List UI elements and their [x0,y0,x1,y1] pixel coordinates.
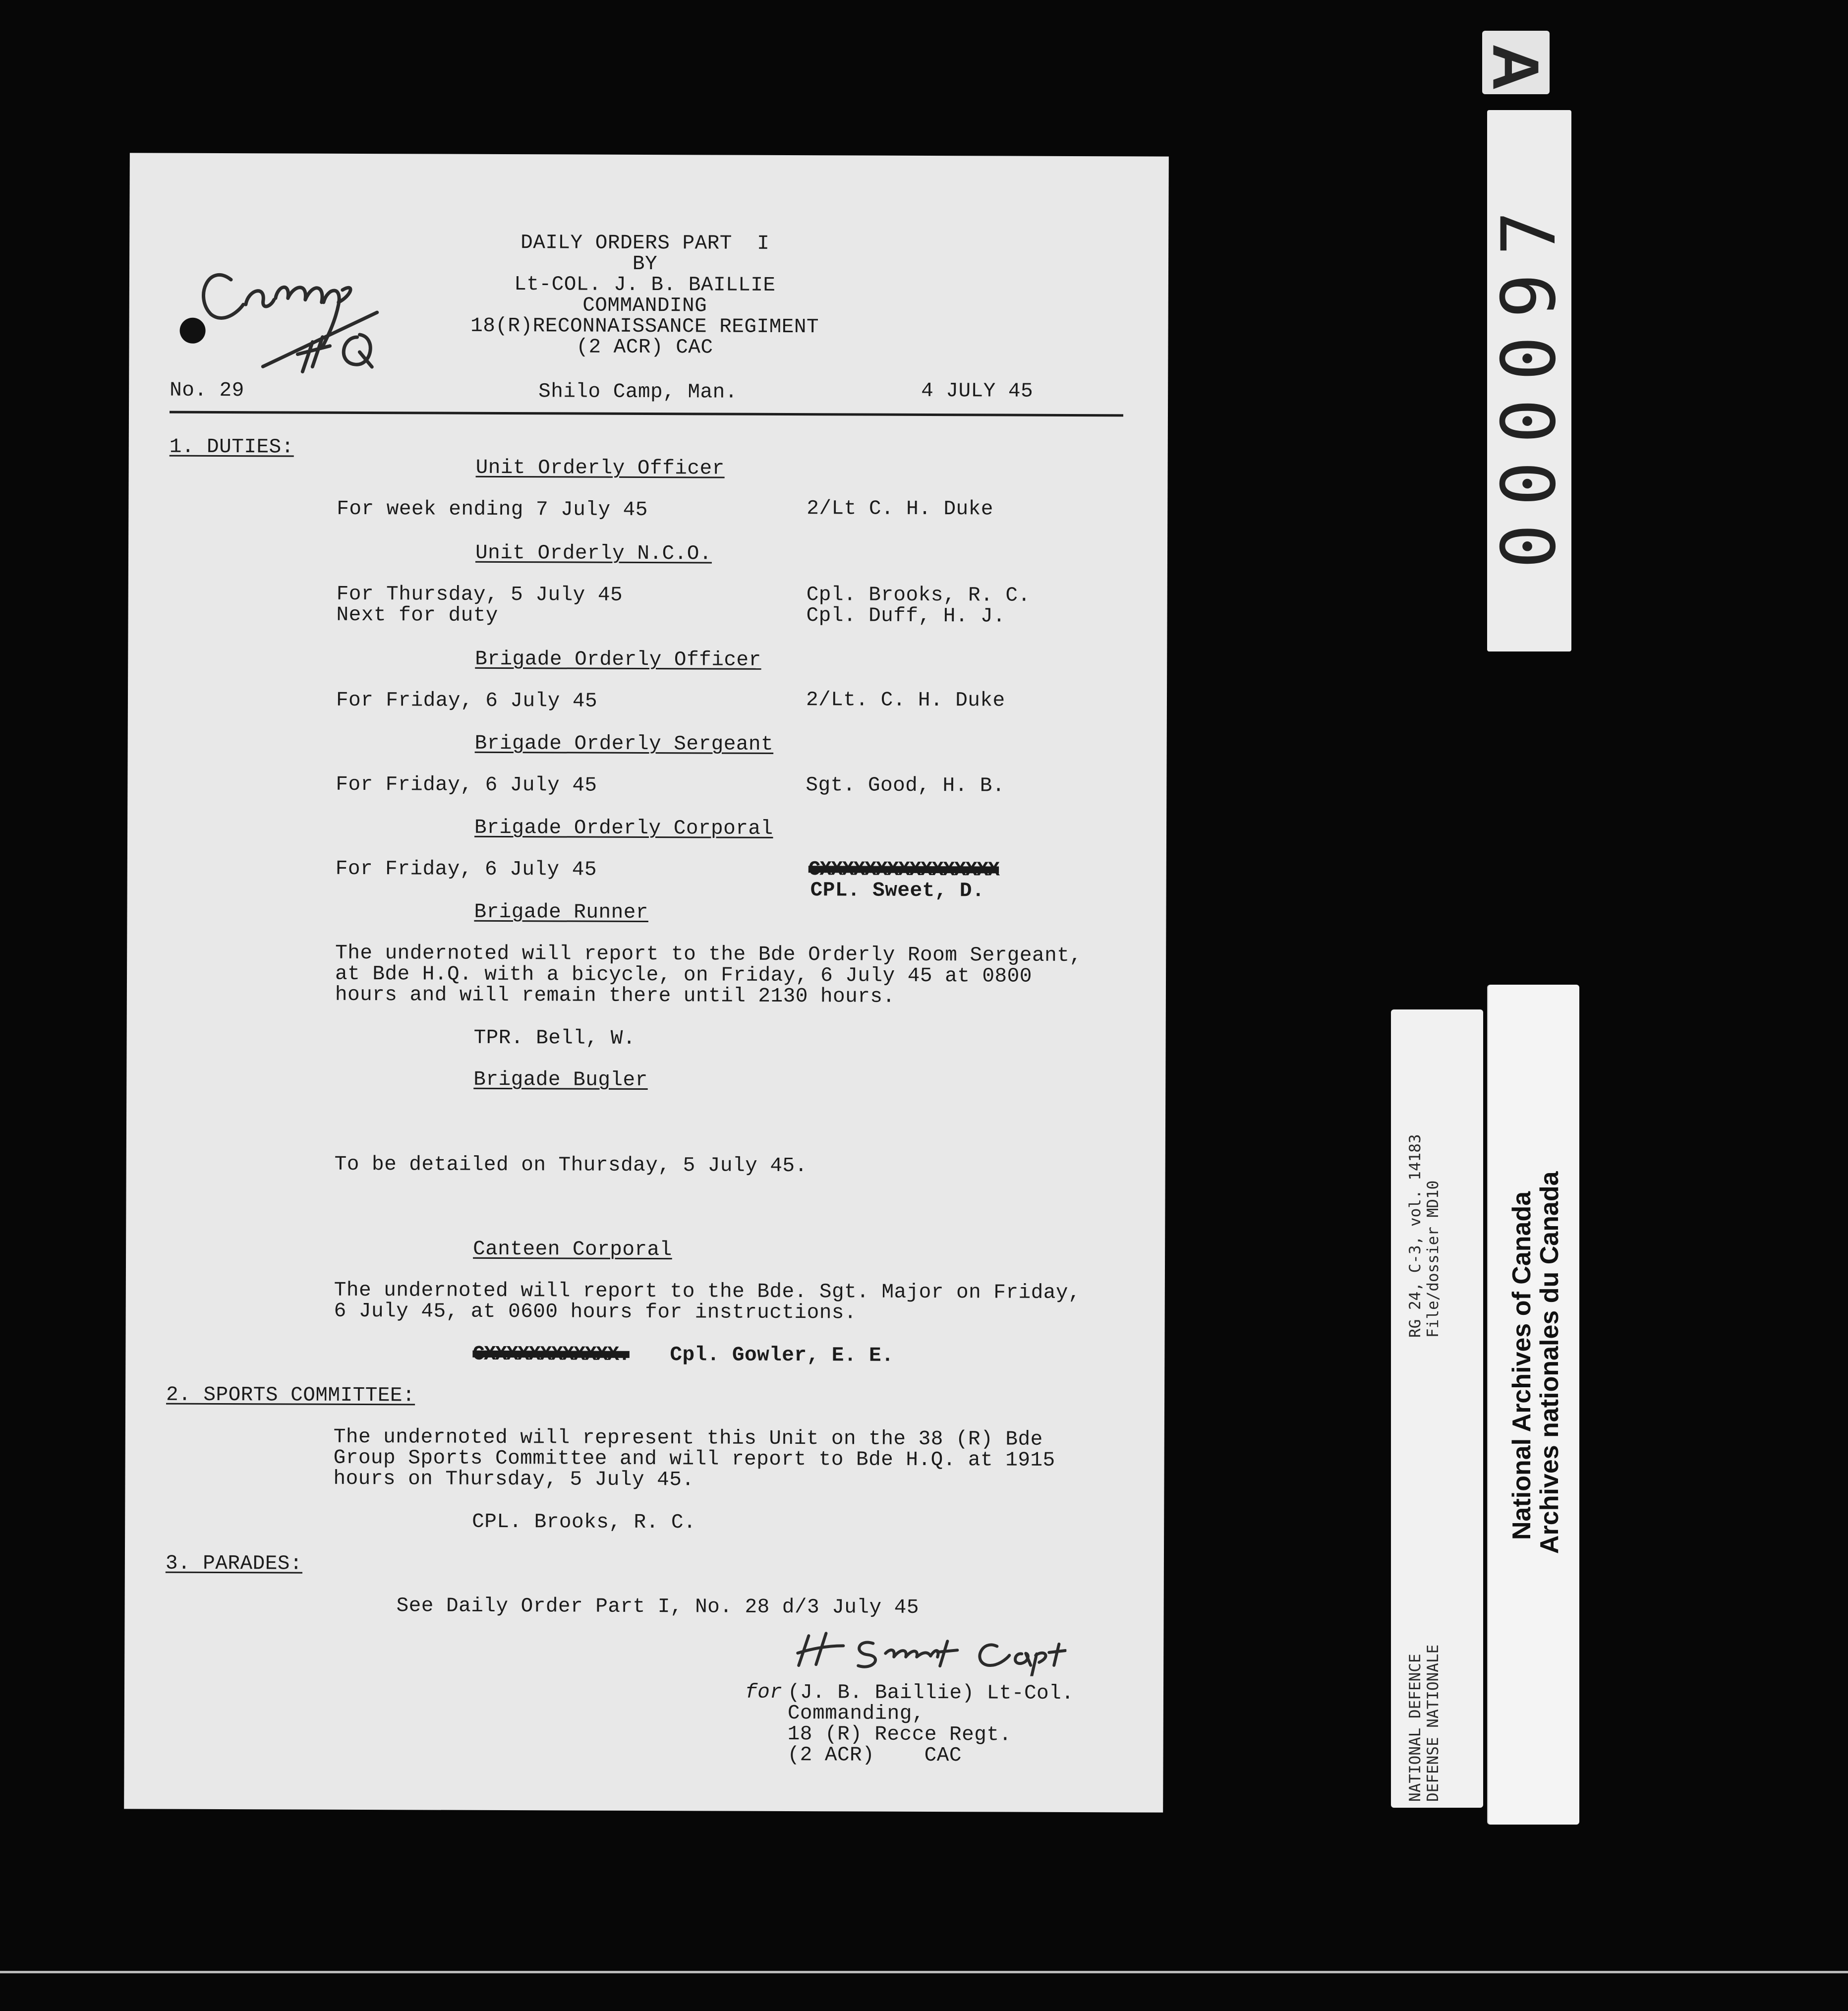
canteen-text-line: The undernoted will report to the Bde. Sgt. Major on Friday, [334,1279,1081,1305]
duty-title: Unit Orderly N.C.O. [475,541,712,566]
duty-line-left: For week ending 7 July 45 [337,497,648,522]
archive-dept-line: DEFENSE NATIONALE [1424,1644,1442,1802]
header-rule [170,411,1123,417]
struck-out-name: CXXXXXXXXXXXXXXXX [808,858,999,882]
agency-name-en: National Archives of Canada [1507,1191,1536,1540]
signature-icon [789,1626,1066,1676]
duty-title: Brigade Orderly Sergeant [474,732,774,756]
signature-line: 18 (R) Recce Regt. [787,1723,1012,1747]
archive-stamp-number: 000097 [1486,193,1572,569]
duty-title: Unit Orderly Officer [475,456,725,480]
runner-name: TPR. Bell, W. [473,1026,636,1050]
runner-text-line: The undernoted will report to the Bde Orderly Room Sergeant, [335,942,1082,968]
duty-line-right: Cpl. Brooks, R. C. [806,584,1031,607]
duty-line-right: 2/Lt C. H. Duke [807,497,993,521]
duty-title: Brigade Orderly Corporal [474,816,773,840]
archive-ref-line: File/dossier MD10 [1424,1180,1442,1338]
agency-name-fr: Archives nationales du Canada [1535,1171,1564,1554]
bugler-text: To be detailed on Thursday, 5 July 45. [334,1153,808,1178]
runner-text-line: at Bde H.Q. with a bicycle, on Friday, 6 July 45 at 0800 [335,962,1032,988]
sports-text-line: hours on Thursday, 5 July 45. [333,1467,694,1492]
duty-line-left: For Friday, 6 July 45 [335,857,597,882]
archive-letter: A [1479,43,1553,91]
unit-sub: (2 ACR) CAC [576,336,713,359]
commander-name: Lt-COL. J. B. BAILLIE [514,273,776,297]
duty-title: Brigade Orderly Officer [475,648,761,672]
sports-heading: 2. SPORTS COMMITTEE: [166,1383,415,1408]
duties-heading: 1. DUTIES: [169,435,294,459]
archive-agency-label [1488,985,1579,1825]
order-title: DAILY ORDERS PART I [520,232,770,255]
parades-heading: 3. PARADES: [165,1552,303,1576]
film-edge-line [0,1971,1848,1973]
canteen-name: Cpl. Gowler, E. E. [670,1344,894,1367]
handwriting-icon [164,188,452,402]
archive-reference-label [1391,1009,1483,1808]
duty-line-right: CPL. Sweet, D. [810,879,985,903]
archive-stamp-strip [1487,110,1571,651]
duty-line-right: Cpl. Duff, H. J. [806,604,1006,628]
duty-line-left: Next for duty [336,603,499,627]
sports-name: CPL. Brooks, R. C. [472,1510,696,1535]
duty-line-right: Sgt. Good, H. B. [806,774,1005,798]
handwritten-signature [789,1626,1066,1676]
duty-line-left: For Friday, 6 July 45 [336,773,597,797]
bugler-title: Brigade Bugler [473,1068,648,1092]
duty-line-right: 2/Lt. C. H. Duke [806,689,1005,712]
canteen-title: Canteen Corporal [473,1238,672,1262]
daily-orders-page [124,153,1169,1812]
signature-for: for [745,1681,783,1704]
signature-line: (J. B. Baillie) Lt-Col. [787,1681,1074,1706]
order-by: BY [632,252,658,276]
archive-ref-line: RG 24, C-3, vol. 14183 [1406,1134,1424,1338]
archive-dept-line: NATIONAL DEFENCE [1406,1654,1424,1802]
struck-out-name: CXXXXXXXXXXXX. [472,1343,630,1366]
unit-name: 18(R)RECONNAISSANCE REGIMENT [470,314,819,339]
signature-line: (2 ACR) CAC [787,1744,962,1768]
order-date: 4 JULY 45 [921,379,1034,403]
runner-text-line: hours and will remain there until 2130 hours. [335,983,895,1008]
sports-text-line: The undernoted will represent this Unit on the 38 (R) Bde [333,1425,1043,1451]
order-number: No. 29 [170,379,244,403]
sports-text-line: Group Sports Committee and will report to Bde H.Q. at 1915 [333,1446,1055,1472]
order-place: Shilo Camp, Man. [538,380,738,404]
duty-line-left: For Thursday, 5 July 45 [336,583,623,607]
commander-role: COMMANDING [582,294,707,318]
canteen-text-line: 6 July 45, at 0600 hours for instructions. [334,1300,857,1325]
runner-title: Brigade Runner [474,900,649,925]
parades-text: See Daily Order Part I, No. 28 d/3 July 45 [396,1595,920,1619]
handwritten-camp-hq-note [164,188,452,402]
duty-line-left: For Friday, 6 July 45 [336,689,598,713]
archive-letter-tab [1479,31,1553,94]
signature-line: Commanding, [787,1702,925,1725]
